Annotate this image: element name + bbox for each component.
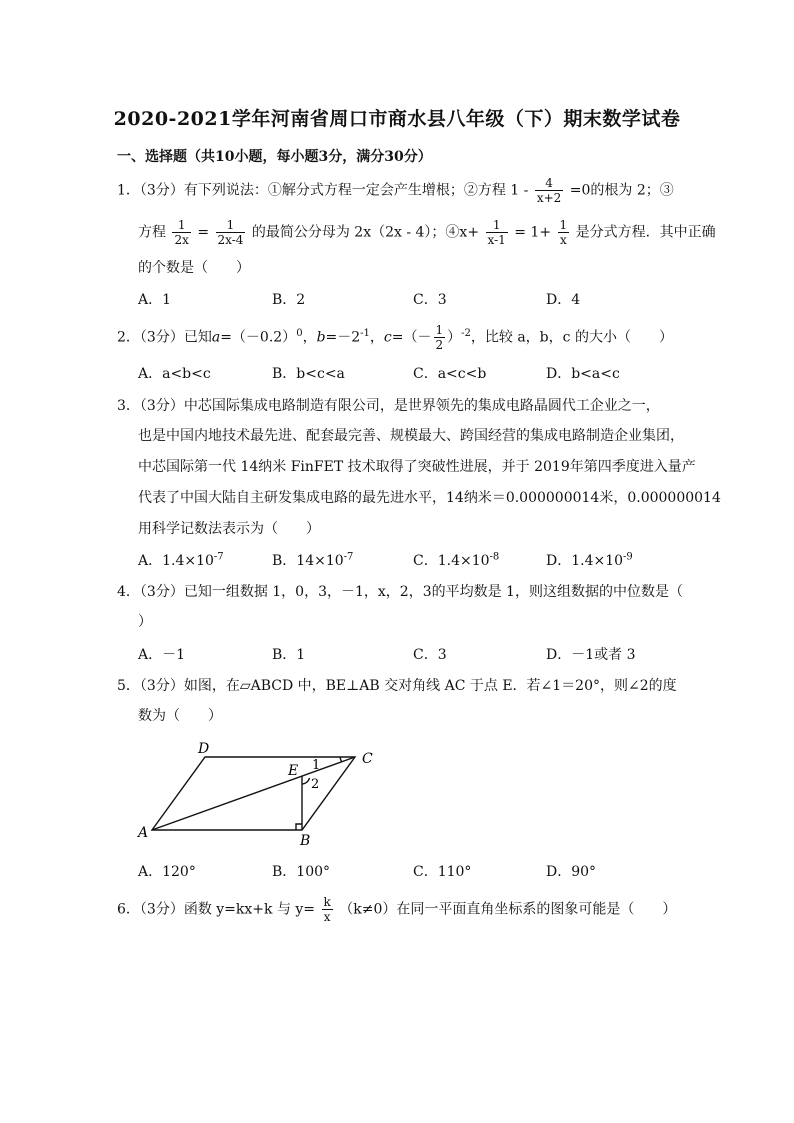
question-1-line-2 (138, 218, 716, 247)
numerator: 1 (216, 218, 246, 233)
numerator: 1 (486, 218, 508, 233)
q3-option-d[interactable] (546, 550, 633, 570)
denominator: 2x (174, 233, 189, 247)
denominator: 2x-4 (217, 233, 244, 247)
question-3-line-5: 用科学记数法表示为（ ） (138, 521, 320, 537)
angle-2-arc (302, 778, 310, 784)
fraction-1-over-x (558, 218, 570, 247)
fraction-4-over-x2 (535, 176, 563, 205)
q1-text-g: 是分式方程．其中正确 (575, 224, 716, 241)
var-b: b (316, 329, 326, 346)
label-e: E (288, 763, 299, 779)
q1-text-c: 方程 (138, 224, 166, 241)
fraction-k-over-x (322, 895, 333, 924)
q2-text-c: =（－0.2） (220, 329, 297, 346)
fraction-1-over-2x-4 (216, 218, 246, 247)
option-exponent: -8 (489, 551, 500, 563)
option-base: D．1.4×10 (546, 553, 624, 569)
denominator: x-1 (487, 233, 506, 247)
comma: ， (302, 329, 317, 346)
q2-option-d[interactable]: D．b<a<c (546, 366, 620, 382)
q2-text-g: =－2 (325, 329, 361, 346)
numerator: 1 (172, 218, 190, 233)
exp-neg2: -2 (461, 327, 471, 339)
question-1-options (138, 289, 658, 309)
question-4-options (138, 644, 658, 664)
q2-text-k: =（－ (391, 329, 432, 346)
label-angle-2: 2 (311, 777, 320, 792)
fraction-1-over-2 (434, 323, 446, 352)
q1-text-a: 1．（3分）有下列说法：①解分式方程一定会产生增根；②方程 1 - (117, 182, 529, 199)
exp-0: 0 (296, 327, 303, 339)
question-5-line-2: 数为（ ） (138, 708, 222, 724)
numerator: 1 (435, 323, 444, 337)
q1-text-e: 的最简公分母为 2x（2x - 4）；④x+ (251, 224, 480, 241)
page-title: 2020-2021学年河南省周口市商水县八年级（下）期末数学试卷 (113, 108, 681, 130)
right-angle-mark (296, 824, 302, 830)
q4-option-b[interactable]: B．1 (272, 647, 306, 663)
question-1-line-1 (117, 176, 674, 205)
fraction-1-over-2x (172, 218, 190, 247)
denominator: x+2 (536, 191, 562, 205)
q1-text-f: = 1+ (514, 224, 552, 241)
comma: ， (369, 329, 384, 346)
option-exponent: -7 (343, 551, 354, 563)
question-3-line-3: 中芯国际第一代 14纳米 FinFET 技术取得了突破性进展，并于 2019年第四季度进入量产 (138, 459, 696, 475)
denominator: x (323, 910, 331, 924)
close-paren: ） (447, 329, 462, 346)
question-4-line-2: ） (138, 614, 152, 630)
q1-option-c[interactable]: C．3 (413, 292, 447, 308)
q1-text-b: =0的根为 2；③ (569, 182, 674, 199)
denominator: x (559, 233, 567, 247)
q5-option-b[interactable]: B．100° (272, 864, 331, 880)
exp-neg1: -1 (360, 327, 370, 339)
q2-option-b[interactable]: B．b<c<a (272, 366, 345, 382)
question-1-line-3: 的个数是（ ） (138, 260, 250, 276)
question-4-line-1: 4．（3分）已知一组数据 1，0，3，－1，x，2，3的平均数是 1，则这组数据的中位数是（ (117, 584, 683, 600)
question-2-line-1 (117, 323, 673, 352)
q4-option-c[interactable]: C．3 (413, 647, 447, 663)
q2-text-n: ，比较 a，b，c 的大小（ ） (470, 329, 673, 346)
denominator: 2 (435, 338, 444, 352)
question-6-line-1 (117, 895, 676, 924)
q3-option-a[interactable] (138, 550, 224, 570)
var-a: a (211, 329, 221, 346)
var-c: c (383, 329, 392, 346)
q2-option-a[interactable]: A．a<b<c (138, 366, 211, 382)
q5-option-c[interactable]: C．110° (413, 864, 472, 880)
label-d: D (198, 741, 210, 757)
numerator: 4 (535, 176, 563, 191)
q6-text-a: 6．（3分）函数 y=kx+k 与 y= (117, 901, 316, 918)
label-b: B (300, 833, 311, 849)
question-3-line-2: 也是中国内地技术最先进、配套最完善、规模最大、跨国经营的集成电路制造企业集团， (138, 428, 684, 444)
question-2-options (138, 363, 658, 383)
q3-option-c[interactable] (413, 550, 499, 570)
parallelogram-figure (130, 737, 390, 853)
q1-option-d[interactable]: D．4 (546, 292, 581, 308)
q2-text-a: 2．（3分）已知 (117, 329, 212, 346)
option-exponent: -7 (213, 551, 224, 563)
numerator: k (323, 895, 331, 909)
section-heading: 一、选择题（共10小题，每小题3分，满分30分） (117, 149, 432, 165)
q4-option-d[interactable]: D．－1或者 3 (546, 647, 636, 663)
label-a: A (138, 825, 149, 841)
label-angle-1: 1 (312, 758, 321, 773)
question-5-options (138, 861, 658, 881)
question-3-line-1: 3．（3分）中芯国际集成电路制造有限公司，是世界领先的集成电路晶圆代工企业之一， (117, 398, 660, 414)
question-3-options (138, 550, 658, 570)
diagonal-ac (152, 757, 355, 830)
q5-option-d[interactable]: D．90° (546, 864, 597, 880)
q1-option-b[interactable]: B．2 (272, 292, 306, 308)
q1-equals: = (197, 224, 210, 241)
q4-option-a[interactable]: A．－1 (138, 647, 186, 663)
angle-1-arc (340, 757, 342, 762)
label-c: C (362, 751, 373, 767)
option-exponent: -9 (623, 551, 633, 563)
q5-option-a[interactable]: A．120° (138, 864, 196, 880)
option-base: C．1.4×10 (413, 553, 490, 569)
numerator: 1 (559, 218, 568, 232)
q3-option-b[interactable] (272, 550, 353, 570)
option-base: A．1.4×10 (138, 553, 214, 569)
q6-text-b: （k≠0）在同一平面直角坐标系的图象可能是（ ） (339, 901, 677, 918)
question-3-line-4: 代表了中国大陆自主研发集成电路的最先进水平，14纳米＝0.000000014米，0.000000014 (138, 490, 721, 506)
fraction-1-over-x-1 (486, 218, 508, 247)
question-5-line-1: 5．（3分）如图，在▱ABCD 中，BE⊥AB 交对角线 AC 于点 E．若∠1＝20°，则∠2的度 (117, 678, 677, 694)
q1-option-a[interactable]: A．1 (138, 292, 172, 308)
option-base: B．14×10 (272, 553, 344, 569)
q2-option-c[interactable]: C．a<c<b (413, 366, 487, 382)
